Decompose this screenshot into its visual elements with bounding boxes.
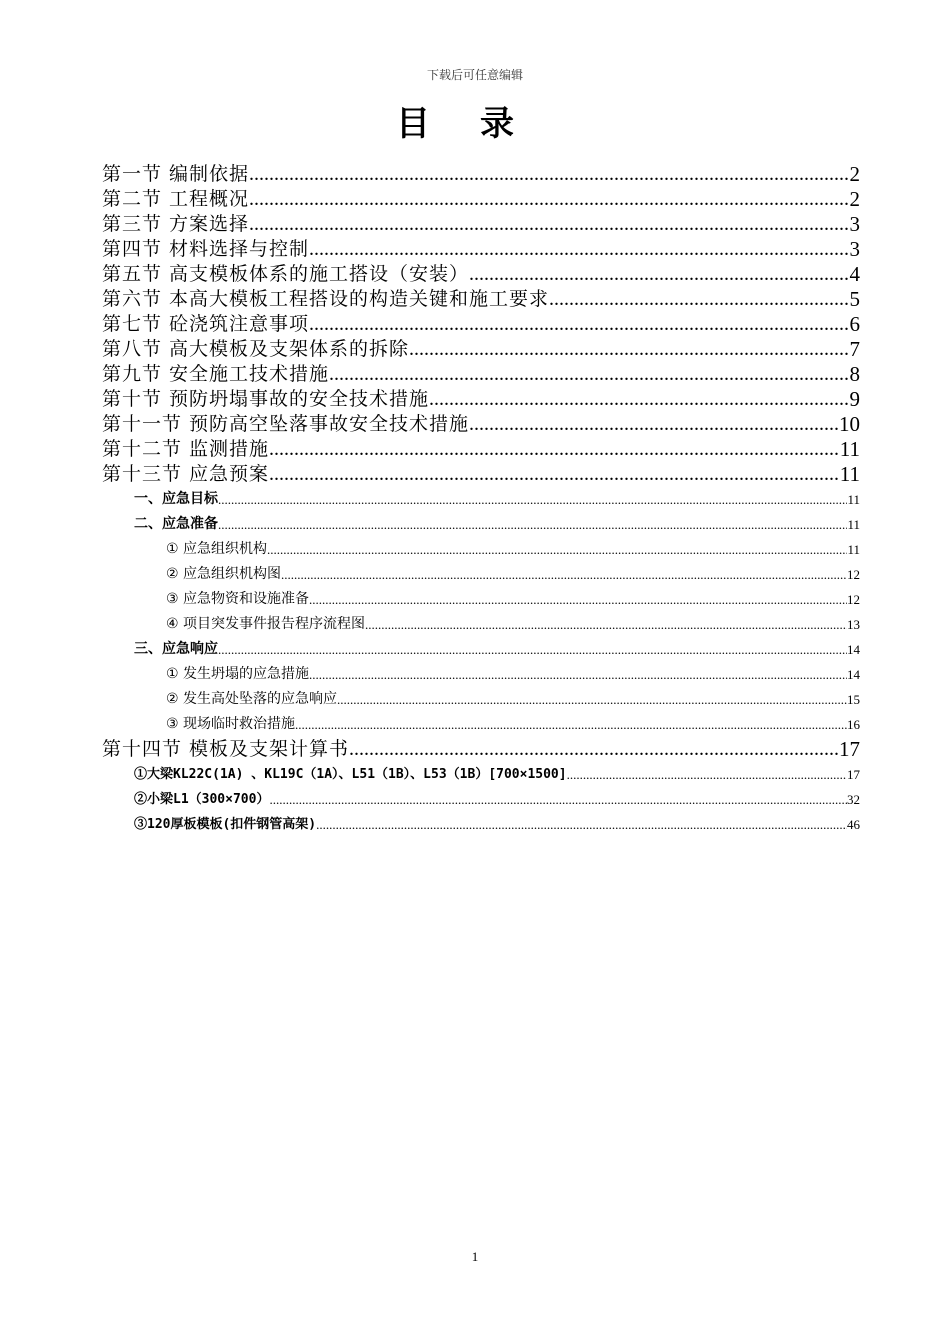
toc-entry-label: ②小梁L1（300×700） [134, 792, 270, 807]
toc-entry-label: 第八节 高大模板及支架体系的拆除 [102, 338, 410, 360]
toc-entry-label: 三、应急响应 [134, 641, 218, 657]
toc-dot-leader [218, 637, 847, 662]
toc-entry[interactable] [102, 687, 860, 712]
toc-entry-label: 第十三节 应急预案 [102, 463, 270, 485]
toc-entry-page: 4 [849, 262, 860, 286]
toc-entry[interactable] [102, 512, 860, 537]
toc-entry-label: 第十一节 预防高空坠落事故安全技术措施 [102, 413, 470, 435]
toc-entry-label: 二、应急准备 [134, 516, 218, 532]
toc-entry-label: 第二节 工程概况 [102, 188, 250, 210]
toc-entry-page: 14 [847, 667, 860, 682]
toc-dot-leader [309, 587, 847, 612]
page-title: 目录 [396, 104, 564, 144]
toc-entry[interactable] [102, 787, 860, 812]
toc-entry[interactable] [102, 737, 860, 762]
toc-dot-leader [429, 387, 849, 412]
toc-entry[interactable] [102, 562, 860, 587]
toc-dot-leader [249, 162, 849, 187]
toc-entry-page: 7 [849, 337, 860, 361]
toc-entry-label: 第九节 安全施工技术措施 [102, 363, 330, 385]
toc-entry-page: 46 [847, 817, 860, 832]
toc-entry-page: 3 [849, 237, 860, 261]
toc-dot-leader [269, 437, 840, 462]
toc-dot-leader [267, 537, 847, 562]
toc-entry[interactable] [102, 537, 860, 562]
toc-entry[interactable] [102, 812, 860, 837]
toc-entry-label: 一、应急目标 [134, 491, 218, 507]
toc-dot-leader [337, 687, 847, 712]
toc-entry-page: 12 [847, 567, 860, 582]
toc-entry[interactable] [102, 637, 860, 662]
toc-entry-page: 3 [849, 212, 860, 236]
toc-entry[interactable] [102, 312, 860, 337]
toc-entry-label: ① 发生坍塌的应急措施 [166, 666, 310, 682]
toc-entry[interactable] [102, 437, 860, 462]
toc-entry-page: 11 [839, 437, 860, 461]
toc-entry-label: ② 应急组织机构图 [166, 566, 282, 582]
toc-dot-leader [409, 337, 849, 362]
toc-entry-label: 第十节 预防坍塌事故的安全技术措施 [102, 388, 430, 410]
toc-entry-label: ①大梁KL22C(1A) 、KL19C（1A）、L51（1B）、L53（1B）[700×1500] [134, 767, 567, 782]
toc-entry-label: 第四节 材料选择与控制 [102, 238, 310, 260]
toc-entry[interactable] [102, 187, 860, 212]
toc-entry-page: 17 [847, 767, 860, 782]
toc-dot-leader [329, 362, 849, 387]
toc-entry[interactable] [102, 262, 860, 287]
toc-entry-page: 11 [847, 492, 860, 507]
toc-dot-leader [218, 487, 847, 512]
toc-entry[interactable] [102, 712, 860, 737]
page-number: 1 [471, 1249, 479, 1264]
table-of-contents [102, 150, 860, 837]
toc-entry-label: ③ 现场临时救治措施 [166, 716, 296, 732]
toc-dot-leader [549, 287, 849, 312]
toc-dot-leader [365, 612, 847, 637]
toc-entry-page: 10 [839, 412, 860, 436]
toc-entry-page: 11 [847, 542, 860, 557]
toc-entry-label: ① 应急组织机构 [166, 541, 268, 557]
toc-dot-leader [309, 662, 847, 687]
toc-entry[interactable] [102, 487, 860, 512]
toc-entry-page: 2 [849, 187, 860, 211]
toc-dot-leader [567, 762, 847, 787]
toc-entry-page: 6 [849, 312, 860, 336]
toc-entry[interactable] [102, 362, 860, 387]
toc-entry-page: 11 [839, 462, 860, 486]
toc-entry[interactable] [102, 387, 860, 412]
toc-entry-label: 第六节 本高大模板工程搭设的构造关键和施工要求 [102, 288, 550, 310]
toc-dot-leader [269, 787, 847, 812]
toc-dot-leader [269, 462, 840, 487]
toc-entry[interactable] [102, 762, 860, 787]
toc-entry[interactable] [102, 587, 860, 612]
toc-dot-leader [469, 262, 849, 287]
toc-entry-page: 5 [849, 287, 860, 311]
toc-dot-leader [295, 712, 847, 737]
toc-entry-label: 第十四节 模板及支架计算书 [102, 738, 350, 760]
toc-entry-page: 15 [847, 692, 860, 707]
toc-dot-leader [349, 737, 839, 762]
toc-entry[interactable] [102, 662, 860, 687]
toc-entry-label: 第五节 高支模板体系的施工搭设（安装） [102, 263, 470, 285]
toc-entry-page: 13 [847, 617, 860, 632]
toc-entry-page: 16 [847, 717, 860, 732]
toc-dot-leader [218, 512, 847, 537]
toc-entry-page: 11 [847, 517, 860, 532]
toc-entry[interactable] [102, 612, 860, 637]
toc-entry-label: ② 发生高处坠落的应急响应 [166, 691, 338, 707]
toc-entry-page: 17 [839, 737, 860, 761]
toc-entry-label: ③120厚板模板(扣件钢管高架) [134, 817, 317, 832]
toc-entry-label: 第一节 编制依据 [102, 163, 250, 185]
toc-entry[interactable] [102, 150, 860, 187]
toc-dot-leader [309, 237, 849, 262]
toc-dot-leader [309, 312, 849, 337]
toc-entry-label: ③ 应急物资和设施准备 [166, 591, 310, 607]
toc-entry-page: 9 [849, 387, 860, 411]
toc-entry[interactable] [102, 462, 860, 487]
toc-entry-page: 12 [847, 592, 860, 607]
toc-entry-page: 32 [847, 792, 860, 807]
header-note: 下载后可任意编辑 [426, 68, 523, 82]
toc-entry-label: 第十二节 监测措施 [102, 438, 270, 460]
toc-dot-leader [249, 187, 849, 212]
toc-entry-label: ④ 项目突发事件报告程序流程图 [166, 616, 366, 632]
toc-entry-page: 2 [849, 162, 860, 186]
toc-dot-leader [316, 812, 847, 837]
toc-entry[interactable] [102, 237, 860, 262]
toc-entry[interactable] [102, 212, 860, 237]
toc-entry[interactable] [102, 337, 860, 362]
toc-entry-label: 第三节 方案选择 [102, 213, 250, 235]
toc-entry[interactable] [102, 412, 860, 437]
toc-dot-leader [249, 212, 849, 237]
toc-entry[interactable] [102, 287, 860, 312]
toc-entry-page: 8 [849, 362, 860, 386]
toc-entry-label: 第七节 砼浇筑注意事项 [102, 313, 310, 335]
toc-dot-leader [281, 562, 847, 587]
toc-entry-page: 14 [847, 642, 860, 657]
toc-dot-leader [469, 412, 839, 437]
